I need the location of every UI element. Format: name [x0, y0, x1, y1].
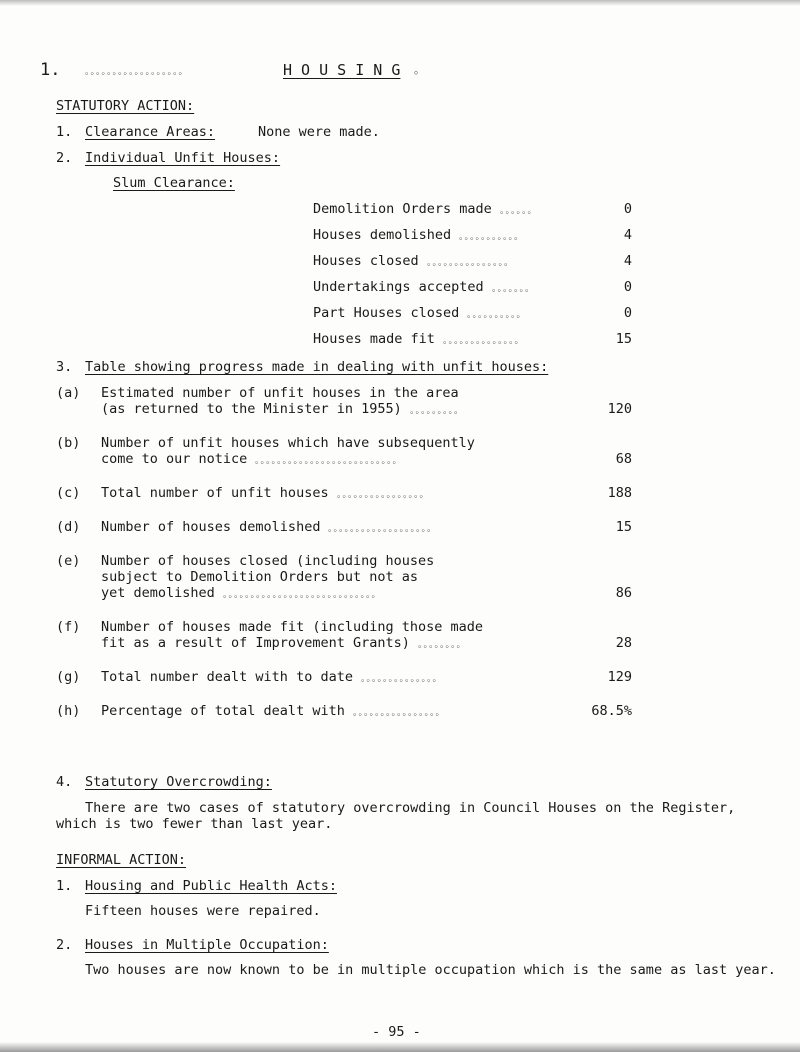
progress-row-text-line: yet demolished [101, 585, 215, 601]
slum-row-label: Houses made fit [313, 331, 435, 347]
progress-row-text-line: fit as a result of Improvement Grants) [101, 635, 410, 651]
item-3-number: 3. [56, 359, 73, 375]
title-end-mark: 。 [414, 63, 425, 76]
slum-row-value: 4 [623, 253, 632, 269]
multiple-occupation-label: Houses in Multiple Occupation: [85, 937, 329, 953]
individual-unfit-houses-label: Individual Unfit Houses: [85, 150, 281, 166]
slum-clearance-label: Slum Clearance: [113, 175, 235, 191]
progress-row-leader-dots: 。。。。。。。。。。。。。。。。。。。。。。。。。。。。 [223, 590, 382, 600]
scan-bottom-edge [0, 1042, 800, 1052]
slum-row-leader-dots: 。。。。。。。 [492, 284, 536, 294]
slum-row-leader-dots: 。。。。。。。。。。 [467, 310, 527, 320]
slum-row-leader-dots: 。。。。。。。。。。。。。。 [443, 336, 525, 346]
progress-row-leader-dots: 。。。。。。。。。。。。。。 [361, 674, 443, 684]
header-leader-dots: 。。。。。。。。。。。。。。。。。。 [85, 67, 189, 77]
progress-row-value: 68 [615, 451, 632, 467]
statutory-overcrowding-text: There are two cases of statutory overcrowding in Council Houses on the Register, which is two fewer than last year. [56, 800, 736, 832]
page-title: H O U S I N G [283, 61, 401, 79]
housing-public-health-acts-label: Housing and Public Health Acts: [85, 878, 337, 894]
progress-row-text-line: Total number of unfit houses [101, 485, 329, 501]
progress-row-key: (d) [56, 519, 81, 535]
item-2-number: 2. [56, 150, 73, 166]
progress-row-leader-dots: 。。。。。。。。 [418, 640, 467, 650]
slum-row-label: Undertakings accepted [313, 279, 484, 295]
progress-row-value: 28 [615, 635, 632, 651]
multiple-occupation-text: Two houses are now known to be in multiple occupation which is the same as last year. [85, 962, 776, 978]
slum-row-label: Houses closed [313, 253, 419, 269]
progress-row-text-line: come to our notice [101, 451, 248, 467]
statutory-action-heading: STATUTORY ACTION: [56, 98, 195, 114]
slum-row-value: 15 [615, 331, 632, 347]
progress-row-value: 188 [607, 485, 632, 501]
progress-row-text-line: (as returned to the Minister in 1955) [101, 401, 402, 417]
progress-row-value: 120 [607, 401, 632, 417]
informal-item-2-number: 2. [56, 937, 73, 953]
progress-row-key: (b) [56, 435, 81, 451]
scan-top-edge [0, 0, 800, 6]
progress-row-text-line: Percentage of total dealt with [101, 703, 345, 719]
progress-row-text-line: Estimated number of unfit houses in the area [101, 385, 459, 401]
slum-row-value: 4 [623, 227, 632, 243]
informal-action-heading: INFORMAL ACTION: [56, 852, 187, 868]
progress-row-leader-dots: 。。。。。。。。。 [410, 406, 465, 416]
progress-row-text-line: Number of houses made fit (including those made [101, 619, 484, 635]
progress-row-text-line: Number of houses closed (including houses [101, 553, 435, 569]
progress-row-leader-dots: 。。。。。。。。。。。。。。。。 [353, 708, 446, 718]
item-4-number: 4. [56, 774, 73, 790]
progress-row-leader-dots: 。。。。。。。。。。。。。。。。。。。。。。。。。。 [255, 456, 403, 466]
informal-item-1-number: 1. [56, 878, 73, 894]
progress-row-value: 15 [615, 519, 632, 535]
progress-row-text-line: Number of houses demolished [101, 519, 321, 535]
slum-row-value: 0 [623, 201, 632, 217]
progress-row-key: (f) [56, 619, 81, 635]
progress-row-value: 68.5% [591, 703, 632, 719]
progress-row-leader-dots: 。。。。。。。。。。。。。。。。。。。 [328, 524, 438, 534]
slum-row-leader-dots: 。。。。。。。。。。。。。。。 [427, 258, 515, 268]
progress-row-value: 129 [607, 669, 632, 685]
slum-row-label: Demolition Orders made [313, 201, 492, 217]
progress-row-text-line: Total number dealt with to date [101, 669, 353, 685]
progress-row-key: (a) [56, 385, 81, 401]
page-footer-number: - 95 - [372, 1024, 421, 1040]
slum-row-leader-dots: 。。。。。。 [500, 206, 538, 216]
progress-row-key: (h) [56, 703, 81, 719]
progress-row-key: (c) [56, 485, 81, 501]
progress-table-label: Table showing progress made in dealing with unfit houses: [85, 359, 549, 375]
slum-row-label: Part Houses closed [313, 305, 460, 321]
slum-row-value: 0 [623, 279, 632, 295]
slum-row-value: 0 [623, 305, 632, 321]
clearance-areas-text: None were made. [258, 124, 380, 140]
statutory-overcrowding-label: Statutory Overcrowding: [85, 774, 272, 790]
slum-row-label: Houses demolished [313, 227, 452, 243]
progress-table-heading [56, 359, 549, 375]
progress-row-key: (g) [56, 669, 81, 685]
progress-row-text-line: subject to Demolition Orders but not as [101, 569, 418, 585]
housing-public-health-acts-text: Fifteen houses were repaired. [85, 903, 321, 919]
item-1-number: 1. [56, 124, 73, 140]
page-number-marker: 1. [40, 60, 61, 80]
clearance-areas-label: Clearance Areas: [85, 124, 216, 140]
progress-row-key: (e) [56, 553, 81, 569]
progress-row-text-line: Number of unfit houses which have subsequently [101, 435, 475, 451]
slum-row-leader-dots: 。。。。。。。。。。。 [459, 232, 525, 242]
progress-row-leader-dots: 。。。。。。。。。。。。。。。。 [337, 490, 430, 500]
progress-row-value: 86 [615, 585, 632, 601]
